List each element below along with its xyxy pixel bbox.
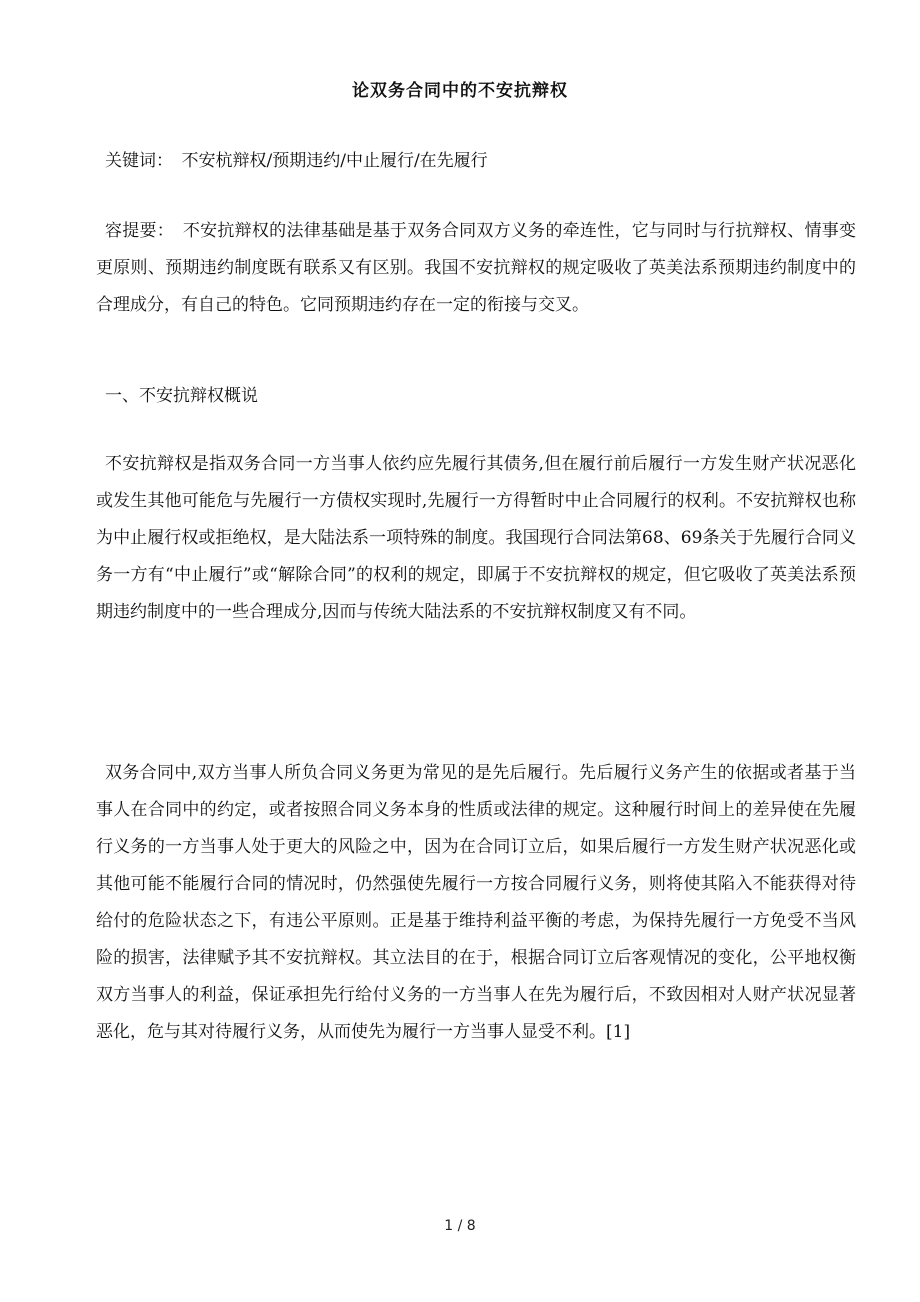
body-paragraph: 双务合同中,双方当事人所负合同义务更为常见的是先后履行。先后履行义务产生的依据或者基于当事人在合同中的约定，或者按照合同义务本身的性质或法律的规定。这种履行时间上的差异使在先履行义务的一方当事人处于更大的风险之中，因为在合同订立后，如果后履行一方发生财产状况恶化或其他可能不能履行合同的情况时，仍然强使先履行一方按合同履行义务，则将使其陷入不能获得对待给付的危险状态之下，有违公平原则。正是基于维持利益平衡的考虑，为保持先履行一方免受不当风险的损害，法律赋予其不安抗辩权。其立法目的在于，根据合同订立后客观情况的变化，公平地权衡双方当事人的利益，保证承担先行给付义务的一方当事人在先为履行后，不致因相对人财产状况显著恶化，危与其对待履行义务，从而使先为履行一方当事人显受不利。[1] (96, 763, 856, 1042)
keywords-line: 关键词： 不安杭辩权/预期违约/中止履行/在先履行 (105, 151, 488, 171)
page-number: 1 / 8 (444, 1218, 476, 1234)
body-paragraph: 不安抗辩权是指双务合同一方当事人依约应先履行其债务,但在履行前后履行一方发生财产状况恶化或发生其他可能危与先履行一方债权实现时,先履行一方得暂时中止合同履行的权利。不安抗辩权也称为中止履行权或拒绝权，是大陆法系一项特殊的制度。我国现行合同法第68、69条关于先履行合同义务一方有“中止履行”或“解除合同”的权利的规定，即属于不安抗辩权的规定，但它吸收了英美法系预期违约制度中的一些合理成分,因而与传统大陆法系的不安抗辩权制度又有不同。 (96, 454, 856, 622)
section-heading: 一、不安抗辩权概说 (105, 386, 258, 406)
document-title: 论双务合同中的不安抗辩权 (352, 81, 568, 101)
abstract-paragraph: 容提要： 不安抗辩权的法律基础是基于双务合同双方义务的牵连性，它与同时与行抗辩权、情事变更原则、预期违约制度既有联系又有区别。我国不安抗辩权的规定吸收了英美法系预期违约制度中的合理成分，有自己的特色。它同预期违约存在一定的衔接与交叉。 (96, 221, 856, 315)
